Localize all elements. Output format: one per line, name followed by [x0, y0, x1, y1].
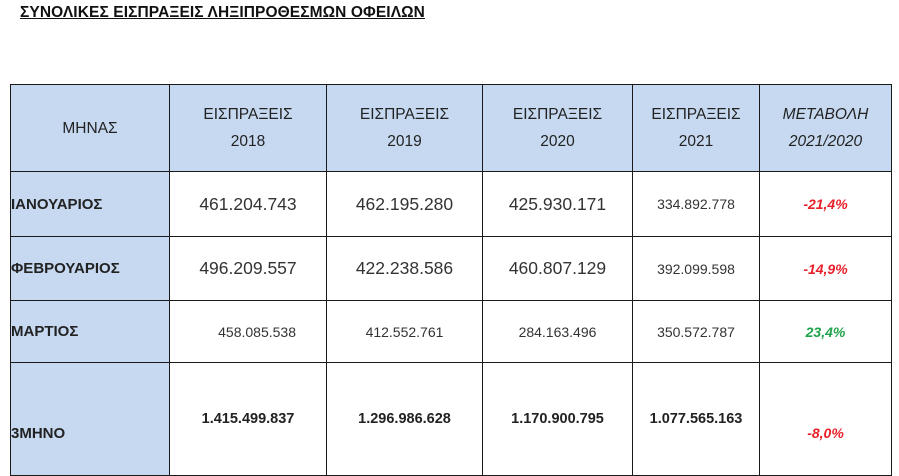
- table-header-row: [11, 85, 892, 172]
- cell-2021: 350.572.787: [633, 301, 760, 363]
- table-row: [11, 237, 892, 301]
- header-month-label: ΜΗΝΑΣ: [62, 119, 118, 137]
- header-2019-line2: 2019: [387, 133, 422, 150]
- header-2018-line1: ΕΙΣΠΡΑΞΕΙΣ: [203, 106, 293, 123]
- table-row: [11, 301, 892, 363]
- row-month: ΜΑΡΤΙΟΣ: [11, 301, 170, 363]
- header-2021: [633, 85, 760, 172]
- cell-2018: 496.209.557: [170, 237, 327, 301]
- cell-2018: 1.415.499.837: [170, 363, 327, 476]
- cell-2019: 412.552.761: [327, 301, 483, 363]
- cell-change: -21,4%: [760, 172, 892, 237]
- cell-2021: 392.099.598: [633, 237, 760, 301]
- header-month: [11, 85, 170, 172]
- row-month: ΙΑΝΟΥΑΡΙΟΣ: [11, 172, 170, 237]
- cell-2021: 334.892.778: [633, 172, 760, 237]
- cell-change: 23,4%: [760, 301, 892, 363]
- header-2021-line1: ΕΙΣΠΡΑΞΕΙΣ: [651, 106, 741, 123]
- header-change-line2: 2021/2020: [788, 133, 863, 150]
- header-change: [760, 85, 892, 172]
- cell-2018: 458.085.538: [170, 301, 327, 363]
- cell-2019: 462.195.280: [327, 172, 483, 237]
- cell-2020: 284.163.496: [483, 301, 633, 363]
- table-row: [11, 363, 892, 476]
- cell-2020: 460.807.129: [483, 237, 633, 301]
- header-2018: [170, 85, 327, 172]
- header-2020: [483, 85, 633, 172]
- cell-2021: 1.077.565.163: [633, 363, 760, 476]
- cell-2018: 461.204.743: [170, 172, 327, 237]
- header-2021-line2: 2021: [678, 133, 714, 150]
- page-title: ΣΥΝΟΛΙΚΕΣ ΕΙΣΠΡΑΞΕΙΣ ΛΗΞΙΠΡΟΘΕΣΜΩΝ ΟΦΕΙΛΩΝ: [20, 4, 425, 21]
- cell-2020: 1.170.900.795: [483, 363, 633, 476]
- table-row: [11, 172, 892, 237]
- header-change-line1: ΜΕΤΑΒΟΛΗ: [782, 106, 869, 123]
- header-2019: [327, 85, 483, 172]
- collections-table: [10, 84, 892, 476]
- cell-2020: 425.930.171: [483, 172, 633, 237]
- header-2018-line2: 2018: [230, 133, 266, 150]
- cell-2019: 422.238.586: [327, 237, 483, 301]
- cell-change: -8,0%: [760, 363, 892, 476]
- header-2020-line1: ΕΙΣΠΡΑΞΕΙΣ: [512, 106, 603, 123]
- header-2019-line1: ΕΙΣΠΡΑΞΕΙΣ: [359, 106, 450, 123]
- cell-change: -14,9%: [760, 237, 892, 301]
- row-month: ΦΕΒΡΟΥΑΡΙΟΣ: [11, 237, 170, 301]
- header-2020-line2: 2020: [540, 133, 575, 150]
- row-month: 3ΜΗΝΟ: [11, 363, 170, 476]
- cell-2019: 1.296.986.628: [327, 363, 483, 476]
